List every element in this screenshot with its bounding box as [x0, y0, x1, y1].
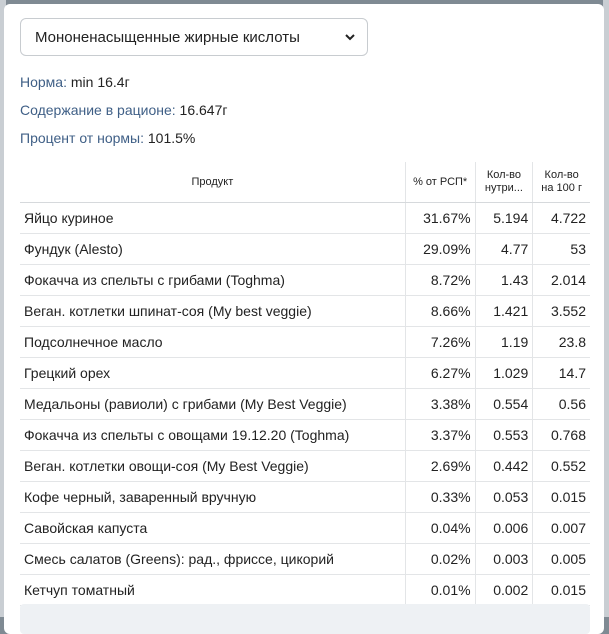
table-row[interactable]	[20, 513, 590, 544]
table-row[interactable]	[20, 358, 590, 389]
cell-nutrient-amount: 0.053	[475, 482, 533, 513]
content-value: 16.647г	[179, 102, 228, 118]
cell-per-100g: 2.014	[533, 265, 590, 296]
table-row[interactable]	[20, 265, 590, 296]
norm-line	[20, 74, 130, 90]
percent-label: Процент от нормы:	[20, 130, 144, 146]
cell-product: Яйцо куриное	[20, 203, 405, 234]
cell-nutrient-amount: 0.554	[475, 389, 533, 420]
cell-per-100g: 4.722	[533, 203, 590, 234]
cell-per-100g: 0.56	[533, 389, 590, 420]
cell-nutrient-amount: 1.421	[475, 296, 533, 327]
percent-value: 101.5%	[147, 130, 196, 146]
cell-product: Веган. котлетки шпинат-соя (My best veggie)	[20, 296, 405, 327]
cell-percent: 0.04%	[405, 513, 475, 544]
cell-percent: 29.09%	[405, 234, 475, 265]
cell-per-100g: 23.8	[533, 327, 590, 358]
cell-per-100g: 53	[533, 234, 590, 265]
cell-percent: 8.72%	[405, 265, 475, 296]
table-row[interactable]	[20, 451, 590, 482]
cell-nutrient-amount: 0.002	[475, 575, 533, 606]
cell-percent: 8.66%	[405, 296, 475, 327]
cell-product: Кофе черный, заваренный вручную	[20, 482, 405, 513]
cell-product: Подсолнечное масло	[20, 327, 405, 358]
table-header-row	[20, 162, 590, 203]
cell-percent: 7.26%	[405, 327, 475, 358]
cell-per-100g: 0.768	[533, 420, 590, 451]
header-product[interactable]: Продукт	[20, 162, 405, 203]
cell-percent: 3.38%	[405, 389, 475, 420]
content-line	[20, 102, 227, 118]
content-label: Содержание в рационе:	[20, 102, 176, 118]
cell-nutrient-amount: 1.029	[475, 358, 533, 389]
cell-product: Грецкий орех	[20, 358, 405, 389]
cell-product: Фокачча из спельты с овощами 19.12.20 (Toghma)	[20, 420, 405, 451]
cell-per-100g: 0.007	[533, 513, 590, 544]
cell-percent: 6.27%	[405, 358, 475, 389]
table-row[interactable]	[20, 482, 590, 513]
norm-label: Норма:	[20, 74, 67, 90]
nutrient-select[interactable]	[20, 18, 368, 56]
percent-line	[20, 130, 195, 146]
cell-per-100g: 14.7	[533, 358, 590, 389]
nutrient-select-value: Мононенасыщенные жирные кислоты	[35, 28, 300, 46]
product-table	[20, 162, 590, 606]
cell-per-100g: 0.015	[533, 482, 590, 513]
cell-per-100g: 0.552	[533, 451, 590, 482]
cell-product: Савойская капуста	[20, 513, 405, 544]
cell-percent: 0.01%	[405, 575, 475, 606]
header-percent-rsp[interactable]: % от РСП*	[405, 162, 475, 203]
cell-percent: 3.37%	[405, 420, 475, 451]
footer-panel	[20, 604, 590, 634]
cell-product: Веган. котлетки овощи-соя (My Best Veggie)	[20, 451, 405, 482]
cell-product: Смесь салатов (Greens): рад., фриссе, цикорий	[20, 544, 405, 575]
table-row[interactable]	[20, 203, 590, 234]
nutrient-modal	[4, 4, 604, 634]
cell-nutrient-amount: 4.77	[475, 234, 533, 265]
cell-percent: 0.33%	[405, 482, 475, 513]
table-row[interactable]	[20, 575, 590, 606]
header-nutrient-amount[interactable]: Кол-во нутри...	[475, 162, 533, 203]
cell-per-100g: 0.015	[533, 575, 590, 606]
table-row[interactable]	[20, 389, 590, 420]
cell-nutrient-amount: 0.553	[475, 420, 533, 451]
cell-percent: 0.02%	[405, 544, 475, 575]
table-row[interactable]	[20, 327, 590, 358]
cell-product: Медальоны (равиоли) с грибами (My Best Veggie)	[20, 389, 405, 420]
cell-product: Кетчуп томатный	[20, 575, 405, 606]
table-row[interactable]	[20, 296, 590, 327]
table-row[interactable]	[20, 544, 590, 575]
cell-per-100g: 3.552	[533, 296, 590, 327]
chevron-down-icon	[343, 30, 357, 44]
cell-product: Фундук (Alesto)	[20, 234, 405, 265]
cell-percent: 31.67%	[405, 203, 475, 234]
cell-percent: 2.69%	[405, 451, 475, 482]
cell-product: Фокачча из спельты с грибами (Toghma)	[20, 265, 405, 296]
table-row[interactable]	[20, 234, 590, 265]
table-row[interactable]	[20, 420, 590, 451]
cell-nutrient-amount: 0.003	[475, 544, 533, 575]
cell-nutrient-amount: 0.006	[475, 513, 533, 544]
cell-nutrient-amount: 1.43	[475, 265, 533, 296]
cell-nutrient-amount: 1.19	[475, 327, 533, 358]
cell-nutrient-amount: 0.442	[475, 451, 533, 482]
header-per-100g[interactable]: Кол-во на 100 г	[533, 162, 590, 203]
norm-value: min 16.4г	[70, 74, 130, 90]
cell-nutrient-amount: 5.194	[475, 203, 533, 234]
cell-per-100g: 0.005	[533, 544, 590, 575]
